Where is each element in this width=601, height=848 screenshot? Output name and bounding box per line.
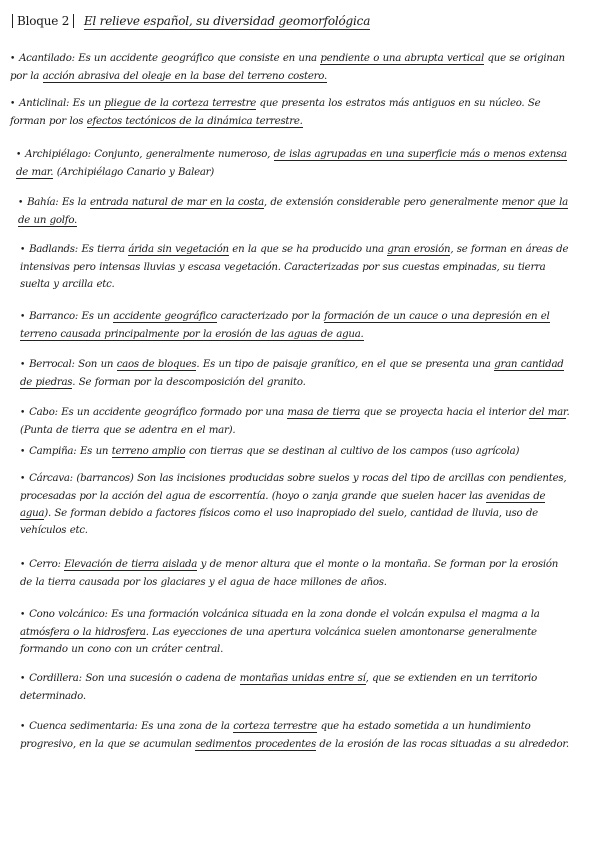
term: Campiña: xyxy=(29,446,77,457)
term: Archipiélago: xyxy=(25,149,91,160)
entry-campina: • Campiña: Es un terreno amplio con tierras que se destinan al cultivo de los campos (uso agrícola) xyxy=(20,446,520,457)
term: Acantilado: xyxy=(19,53,75,64)
term: Cuenca sedimentaria: xyxy=(29,721,138,732)
entry-badlands: • Badlands: Es tierra árida sin vegetación en la que se ha producido una gran erosión, se forman en áreas de intensivas pero intensas lluvias y escasa vegetación. Caracterizadas por sus cuestas empinadas, su tierra suelta y arcilla etc. xyxy=(20,244,569,290)
entry-cono-volcanico: • Cono volcánico: Es una formación volcánica situada en la zona donde el volcán expulsa el magma a la atmósfera o la hidrosfera. Las eyecciones de una apertura volcánica suelen amontonarse generalmente formando un cono con un cráter central. xyxy=(20,609,540,655)
term: Bahía: xyxy=(27,197,59,208)
entry-carcava: • Cárcava: (barrancos) Son las incisiones producidas sobre suelos y rocas del tipo de arcillas con pendientes, procesadas por la acción del agua de escorrentía. (hoyo o zanja grande que suelen hacer las avenidas de agua). Se forman debido a factores físicos como el uso inapropiado del suelo, cantidad de lluvia, uso de vehículos etc. xyxy=(20,473,567,536)
entry-berrocal: • Berrocal: Son un caos de bloques. Es un tipo de paisaje granítico, en el que se presenta una gran cantidad de piedras. Se forman por la descomposición del granito. xyxy=(20,359,564,388)
entry-anticlinal: • Anticlinal: Es un pliegue de la corteza terrestre que presenta los estratos más antiguos en su núcleo. Se forman por los efectos tectónicos de la dinámica terrestre. xyxy=(10,98,541,127)
entry-cuenca-sedimentaria: • Cuenca sedimentaria: Es una zona de la corteza terrestre que ha estado sometida a un hundimiento progresivo, en la que se acumulan sedimentos procedentes de la erosión de las rocas situadas a su alrededor. xyxy=(20,721,569,750)
block-label: Bloque 2 xyxy=(12,14,74,28)
term: Badlands: xyxy=(29,244,78,255)
page-header xyxy=(12,14,572,36)
term: Anticlinal: xyxy=(19,98,70,109)
term: Berrocal: xyxy=(29,359,75,370)
entry-archipielago: • Archipiélago: Conjunto, generalmente numeroso, de islas agrupadas en una superficie más o menos extensa de mar. (Archipiélago Canario y Balear) xyxy=(16,149,567,178)
term: Cabo: xyxy=(29,407,58,418)
term: Cono volcánico: xyxy=(29,609,108,620)
term: Barranco: xyxy=(29,311,79,322)
entry-cordillera: • Cordillera: Son una sucesión o cadena de montañas unidas entre sí, que se extienden en un territorio determinado. xyxy=(20,673,538,702)
entry-cabo: • Cabo: Es un accidente geográfico formado por una masa de tierra que se proyecta hacia el interior del mar. (Punta de tierra que se adentra en el mar). xyxy=(20,407,570,436)
term: Cordillera: xyxy=(29,673,82,684)
entry-cerro: • Cerro: Elevación de tierra aislada y de menor altura que el monte o la montaña. Se forman por la erosión de la tierra causada por los glaciares y el agua de hace millones de años. xyxy=(20,559,559,588)
entry-acantilado: • Acantilado: Es un accidente geográfico que consiste en una pendiente o una abrupta vertical que se originan por la acción abrasiva del oleaje en la base del terreno costero. xyxy=(10,53,565,82)
topic-title: El relieve español, su diversidad geomorfológica xyxy=(83,14,371,28)
entry-barranco: • Barranco: Es un accidente geográfico caracterizado por la formación de un cauce o una depresión en el terreno causada principalmente por la erosión de las aguas de agua. xyxy=(20,311,550,340)
term: Cárcava: xyxy=(29,473,73,484)
entry-bahia: • Bahía: Es la entrada natural de mar en la costa, de extensión considerable pero generalmente menor que la de un golfo. xyxy=(18,197,568,226)
term: Cerro: xyxy=(29,559,61,570)
